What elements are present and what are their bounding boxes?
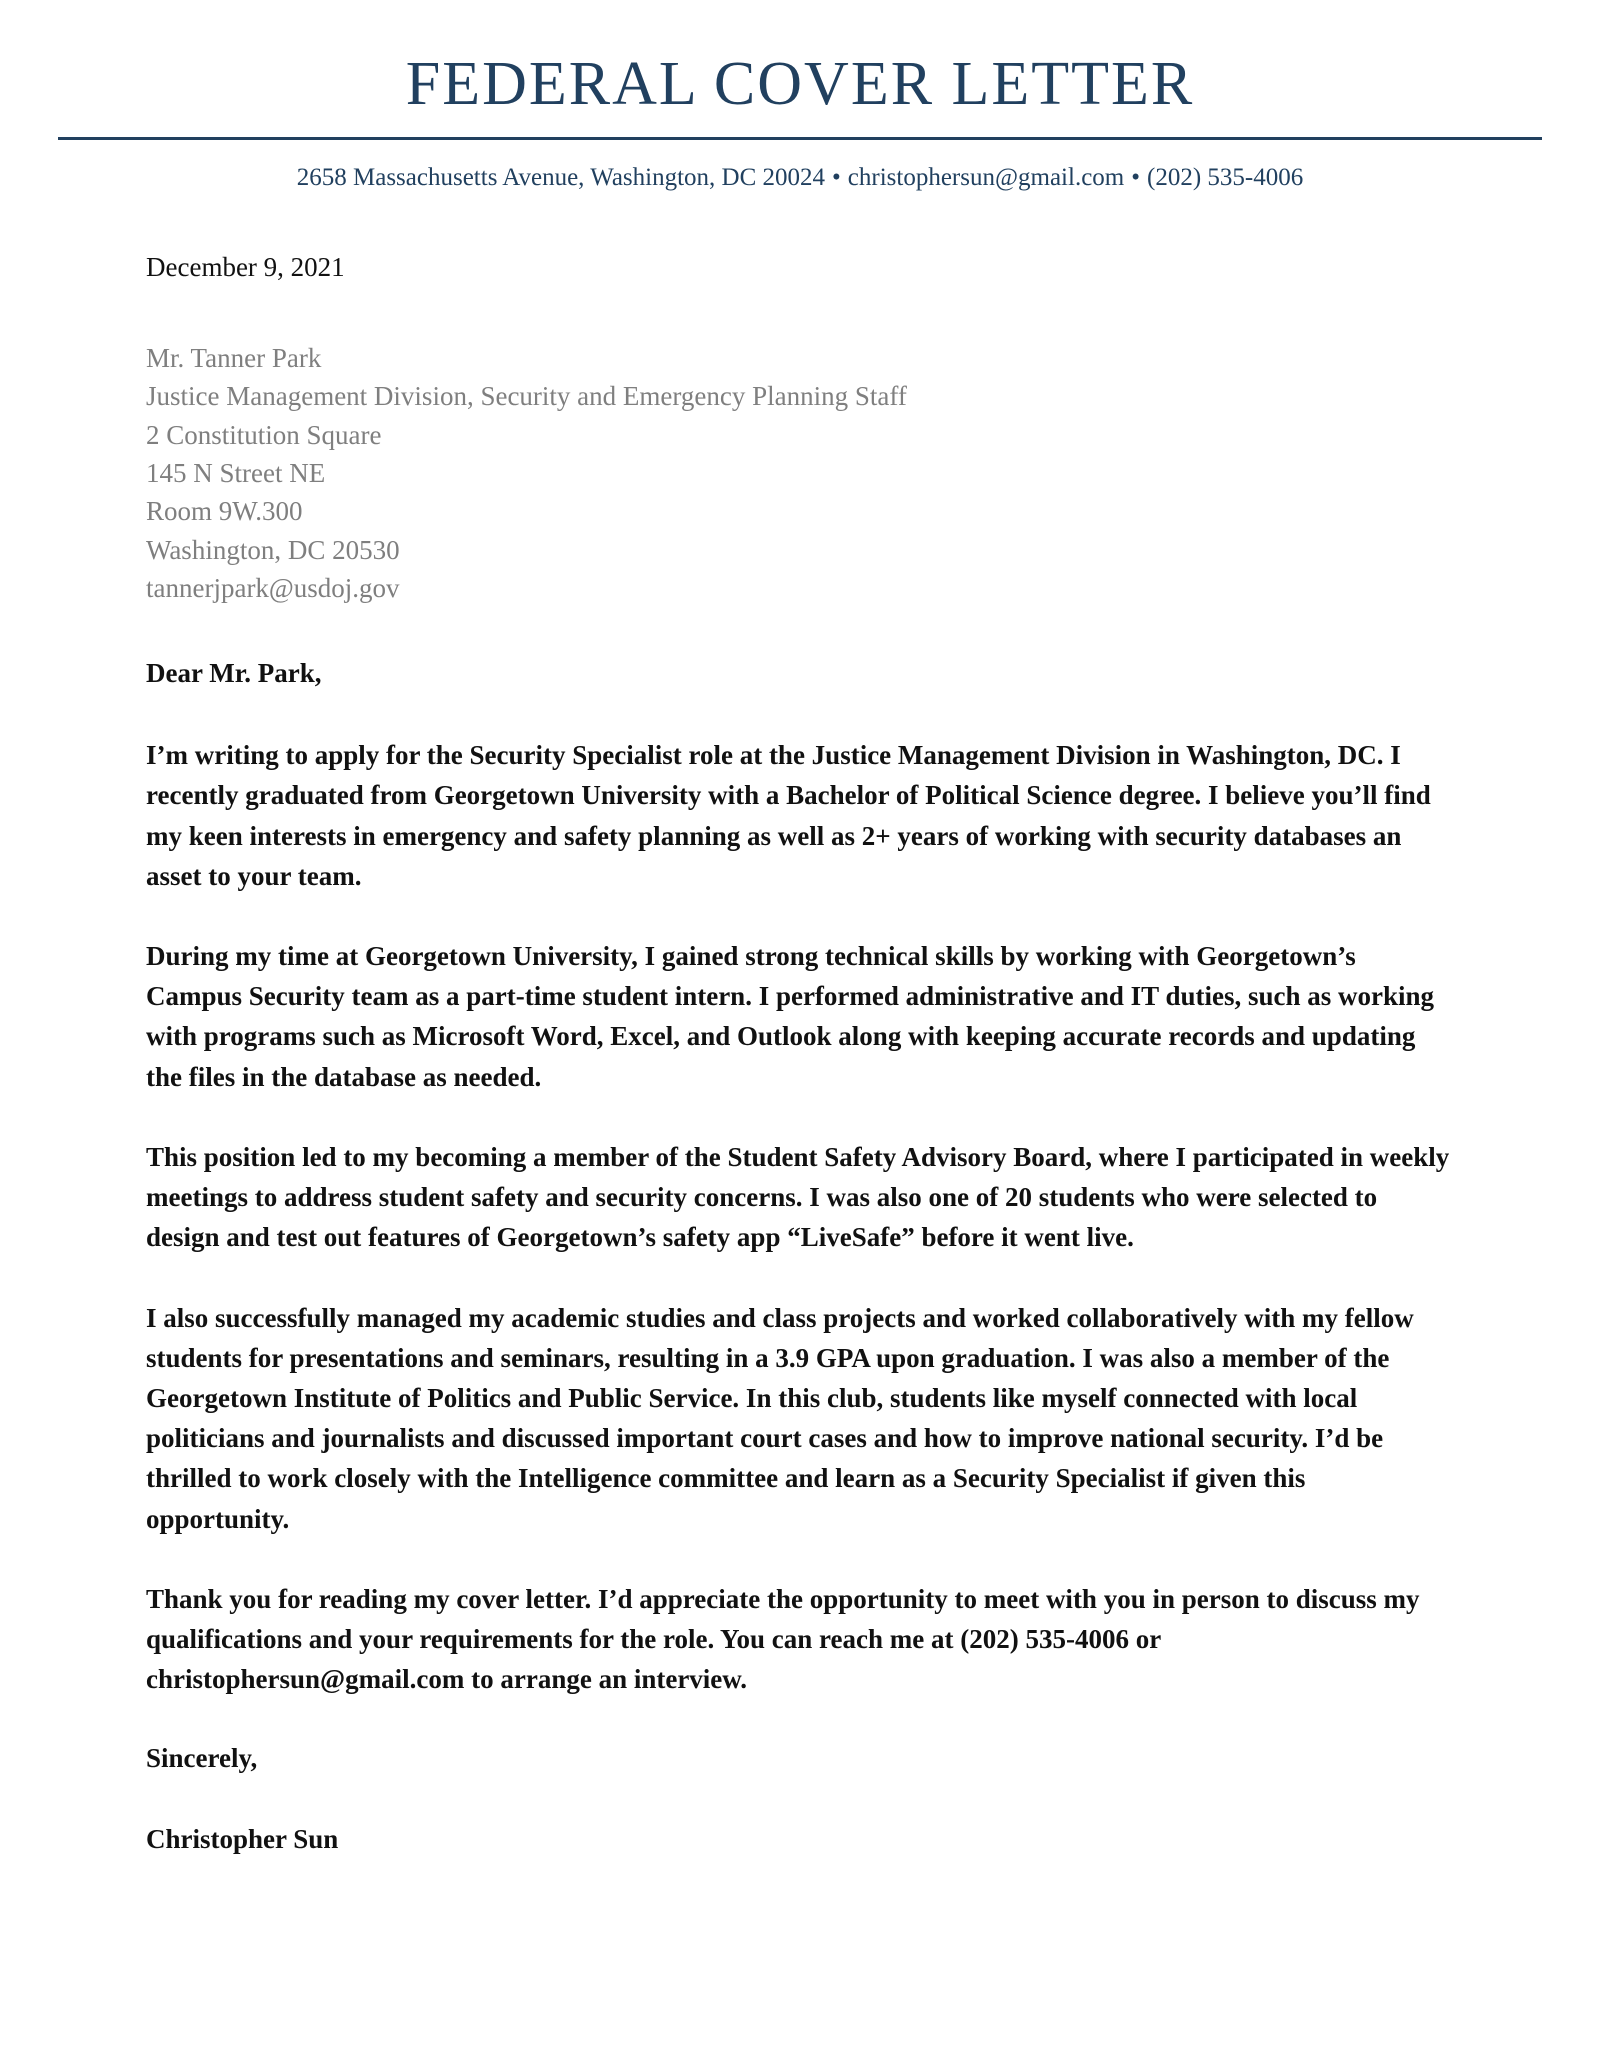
recipient-line-street: 145 N Street NE [146,458,326,489]
contact-separator-1: • [832,164,841,192]
contact-phone[interactable]: (202) 535-4006 [1147,164,1304,192]
contact-separator-2: • [1131,164,1141,192]
recipient-line-email[interactable]: tannerjpark@usdoj.gov [146,573,400,603]
signature-name: Christopher Sun [146,1824,339,1855]
salutation: Dear Mr. Park, [146,658,322,689]
recipient-block [146,339,1454,607]
header-divider [58,137,1542,140]
recipient-line-department: Justice Management Division, Security and Emergency Planning Staff [146,381,907,412]
contact-email[interactable]: christophersun@gmail.com [847,164,1125,192]
contact-address: 2658 Massachusetts Avenue, Washington, DC 20024 [296,164,826,192]
page-title: FEDERAL COVER LETTER [405,50,1195,118]
letter-body [0,249,1600,1860]
body-paragraph-5: Thank you for reading my cover letter. I’d appreciate the opportunity to meet with you in person to discuss my qualifications and your requirements for the role. You can reach me at (202) 535-4006 or christophersun@gmail.com to arrange an interview. [146,1583,1420,1695]
recipient-line-name: Mr. Tanner Park [146,343,322,374]
letter-date: December 9, 2021 [146,251,345,282]
contact-line [58,162,1542,195]
body-paragraph-3: This position led to my becoming a member of the Student Safety Advisory Board, where I participated in weekly meetings to address student safety and security concerns. I was also one of 20 students who were selected to design and test out features of Georgetown’s safety app “LiveSafe” before it went live. [146,1141,1450,1253]
body-paragraph-2: During my time at Georgetown University, I gained strong technical skills by working with Georgetown’s Campus Security team as a part-time student intern. I performed administrative and IT duties, such as working with programs such as Microsoft Word, Excel, and Outlook along with keeping accurate records and updating the files in the database as needed. [146,941,1435,1092]
letter-header [0,0,1600,195]
body-paragraph-1: I’m writing to apply for the Security Specialist role at the Justice Management Division in Washington, DC. I recently graduated from Georgetown University with a Bachelor of Political Science degree. I believe you’ll find my keen interests in emergency and safety planning as well as 2+ years of working with security databases an asset to your team. [146,740,1431,891]
body-paragraph-4: I also successfully managed my academic studies and class projects and worked collaboratively with my fellow students for presentations and seminars, resulting in a 3.9 GPA upon graduation. I was also a member of the Georgetown Institute of Politics and Public Service. In this club, students like myself connected with local politicians and journalists and discussed important court cases and how to improve national security. I’d be thrilled to work closely with the Intelligence committee and learn as a Security Specialist if given this opportunity. [146,1302,1414,1534]
recipient-line-city: Washington, DC 20530 [146,534,400,565]
recipient-line-building: 2 Constitution Square [146,419,382,450]
closing-salutation: Sincerely, [146,1742,258,1773]
recipient-line-room: Room 9W.300 [146,496,303,527]
